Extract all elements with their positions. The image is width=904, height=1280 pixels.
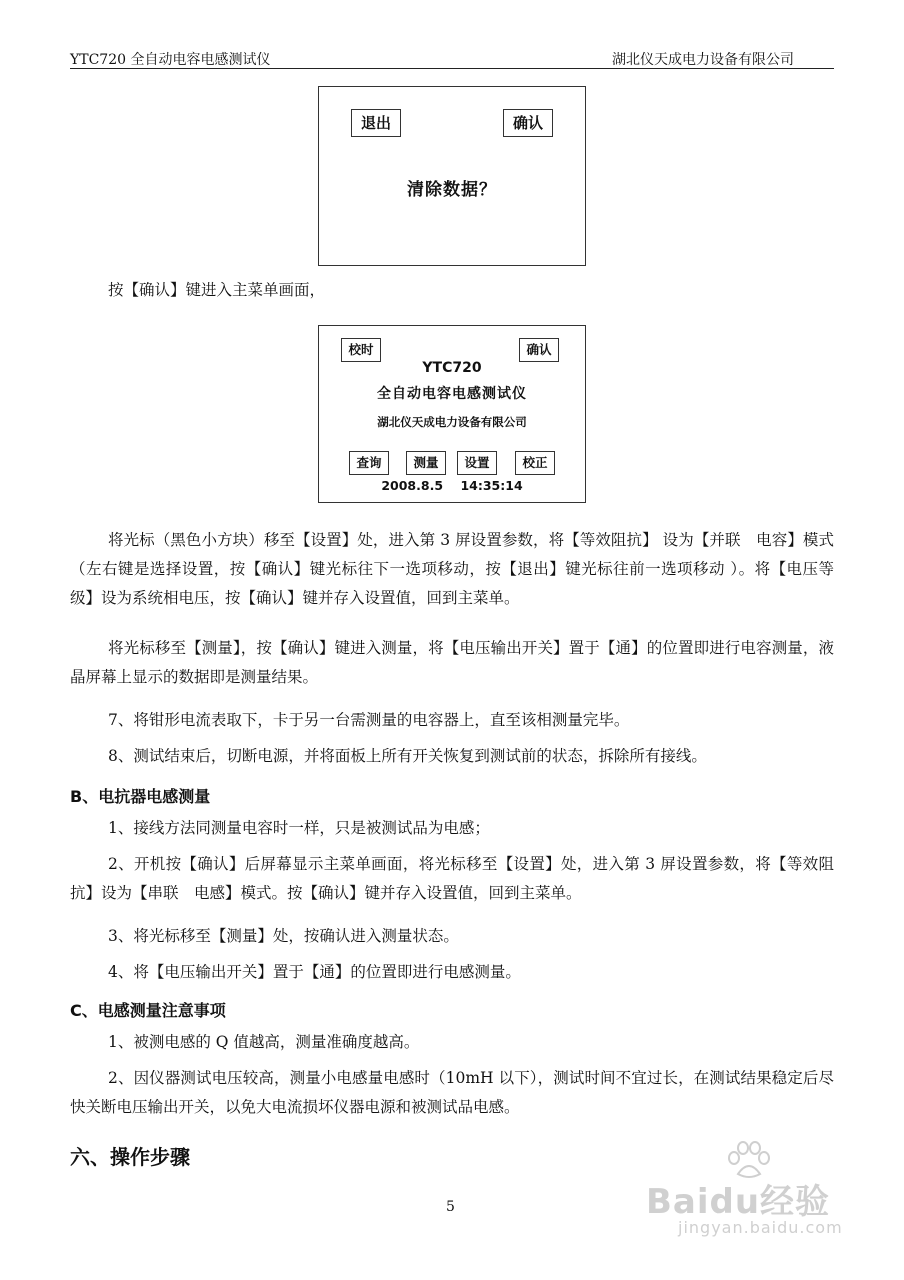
device-model: YTC720 [422, 360, 482, 376]
paragraph-settings: 将光标（黑色小方块）移至【设置】处，进入第 3 屏设置参数，将【等效阻抗】 设为【并联 电容】模式（左右键是选择设置，按【确认】键光标往下一选项移动，按【退出】键光标往前一选项移动 ）。将【电压等级】设为系统相电压，按【确认】键并存入设置值，回到主菜单。 [70, 531, 834, 607]
settings-button[interactable]: 设置 [457, 451, 497, 475]
clear-data-screen [318, 86, 586, 266]
header-product-title: YTC720 全自动电容电感测试仪 [70, 52, 271, 68]
paragraph-step-8: 8、测试结束后，切断电源，并将面板上所有开关恢复到测试前的状态，拆除所有接线。 [108, 747, 707, 765]
time-display: 14:35:14 [460, 478, 523, 493]
page-header [70, 48, 834, 69]
watermark-url: jingyan.baidu.com [678, 1218, 843, 1237]
watermark-brand: Baidu经验 [646, 1182, 831, 1222]
time-set-button[interactable]: 校时 [341, 338, 381, 362]
confirm-button[interactable]: 确认 [519, 338, 559, 362]
calibrate-button[interactable]: 校正 [515, 451, 555, 475]
device-company: 湖北仪天成电力设备有限公司 [377, 415, 527, 429]
device-product-name: 全自动电容电感测试仪 [377, 386, 527, 402]
confirm-button[interactable]: 确认 [503, 109, 553, 137]
date-time-display [319, 478, 585, 493]
baidu-watermark [646, 1140, 856, 1240]
section-6-title: 六、操作步骤 [70, 1145, 190, 1169]
section-c-item: 2、因仪器测试电压较高，测量小电感量电感时（10mH 以下），测试时间不宜过长，在测试结果稳定后尽快关断电压输出开关，以免大电流损坏仪器电源和被测试品电感。 [70, 1069, 834, 1116]
section-b-item: 4、将【电压输出开关】置于【通】的位置即进行电感测量。 [108, 963, 521, 981]
section-b-item: 3、将光标移至【测量】处，按确认进入测量状态。 [108, 927, 459, 945]
page-number: 5 [446, 1199, 455, 1215]
caption-main-menu: 按【确认】键进入主菜单画面， [108, 281, 326, 299]
header-company: 湖北仪天成电力设备有限公司 [612, 52, 794, 68]
query-button[interactable]: 查询 [349, 451, 389, 475]
paragraph-measure: 将光标移至【测量】，按【确认】键进入测量，将【电压输出开关】置于【通】的位置即进行电容测量，液晶屏幕上显示的数据即是测量结果。 [70, 639, 834, 686]
measure-button[interactable]: 测量 [406, 451, 446, 475]
date-display: 2008.8.5 [381, 478, 444, 493]
exit-button[interactable]: 退出 [351, 109, 401, 137]
clear-data-prompt: 清除数据？ [407, 180, 497, 200]
section-c-item: 1、被测电感的 Q 值越高，测量准确度越高。 [108, 1033, 420, 1051]
section-b-title: B、电抗器电感测量 [70, 787, 211, 806]
main-menu-screen [318, 325, 586, 503]
section-b-item: 2、开机按【确认】后屏幕显示主菜单画面，将光标移至【设置】处，进入第 3 屏设置参数，将【等效阻抗】设为【串联 电感】模式。按【确认】键并存入设置值，回到主菜单。 [70, 855, 834, 902]
paragraph-step-7: 7、将钳形电流表取下，卡于另一台需测量的电容器上，直至该相测量完毕。 [108, 711, 630, 729]
section-b-item: 1、接线方法同测量电容时一样，只是被测试品为电感； [108, 819, 490, 837]
section-c-title: C、电感测量注意事项 [70, 1001, 226, 1020]
